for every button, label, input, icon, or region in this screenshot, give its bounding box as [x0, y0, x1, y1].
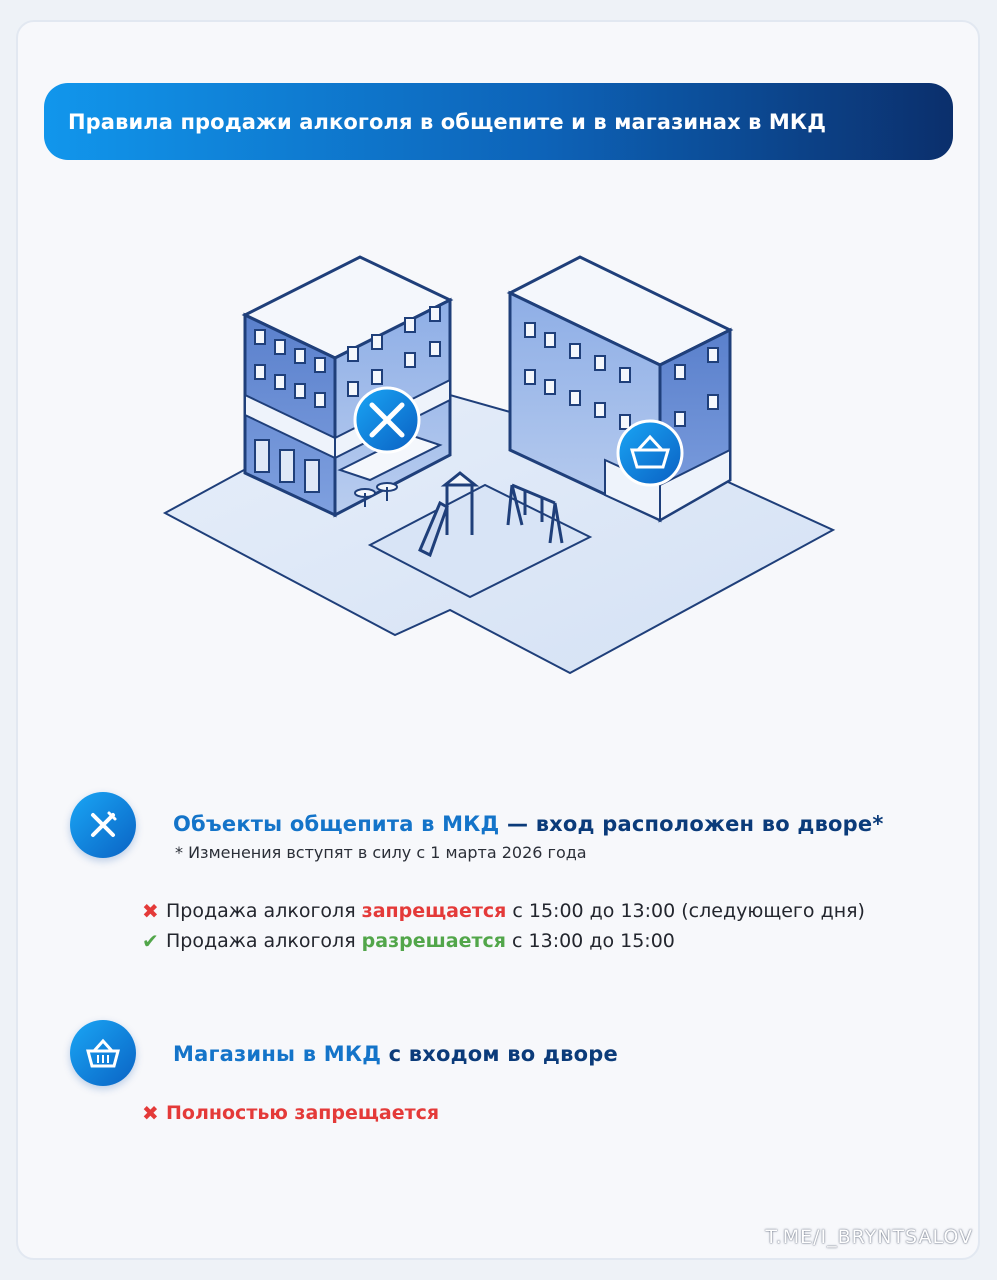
footnote: * Изменения вступят в силу с 1 марта 2026 года: [175, 843, 587, 862]
header-title: Правила продажи алкоголя в общепите и в магазинах в МКД: [68, 109, 826, 134]
fork-knife-icon: [70, 792, 136, 858]
rule-text-after: с 13:00 до 15:00: [512, 930, 675, 952]
basket-icon: [70, 1020, 136, 1086]
rule-text-before: Продажа алкоголя: [166, 930, 356, 952]
rule-highlight-forbidden: запрещается: [361, 900, 507, 922]
cross-icon: ✖: [142, 899, 159, 923]
rule-text-before: Продажа алкоголя: [166, 900, 356, 922]
cafe-badge: [355, 388, 419, 452]
shop-badge: [618, 421, 682, 485]
rule-allowed-restaurants: [142, 929, 675, 953]
section-restaurants-title: [173, 812, 884, 836]
section-shops-title-rest: с входом во дворе: [381, 1042, 618, 1066]
courtyard-illustration: [150, 245, 850, 685]
section-restaurants-title-rest: — вход расположен во дворе*: [499, 812, 884, 836]
check-icon: ✔: [142, 929, 159, 953]
header-banner: [44, 83, 953, 160]
rule-forbidden-restaurants: [142, 899, 865, 923]
section-restaurants-title-main: Объекты общепита в МКД: [173, 812, 500, 836]
rule-highlight-allowed: разрешается: [361, 930, 506, 952]
rule-forbidden-shops: [142, 1101, 439, 1125]
cross-icon: ✖: [142, 1101, 159, 1125]
section-shops-title: [173, 1042, 618, 1066]
rule-text-after: с 15:00 до 13:00 (следующего дня): [512, 900, 865, 922]
rule-highlight-forbidden: Полностью запрещается: [166, 1102, 440, 1124]
section-shops-title-main: Магазины в МКД: [173, 1042, 382, 1066]
watermark: T.ME/I_BRYNTSALOV: [765, 1226, 973, 1248]
